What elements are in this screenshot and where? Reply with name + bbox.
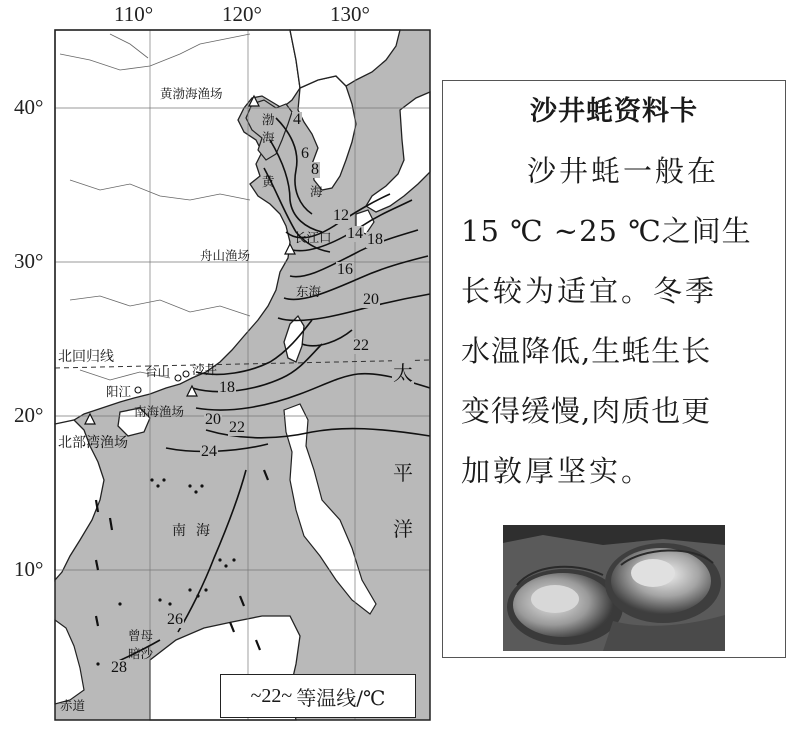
isotherm-label-26: 26	[167, 611, 183, 628]
lon-label-130: 130°	[330, 2, 370, 26]
card-line-3: 长较为适宜。冬季	[461, 274, 718, 308]
label-yangjiang: 阳江	[106, 384, 132, 399]
label-shajing: 沙井	[192, 362, 218, 377]
label-taishan: 台山	[145, 364, 171, 379]
lat-label-40: 40°	[14, 95, 44, 119]
lat-label-10: 10°	[14, 557, 44, 581]
isotherm-label-20-south: 20	[205, 411, 221, 428]
info-card	[442, 80, 786, 658]
isotherm-label-8: 8	[311, 161, 319, 178]
card-line-4: 水温降低,生蚝生长	[461, 334, 712, 368]
isotherm-legend-text: 等温线/℃	[296, 685, 386, 710]
map-legend	[220, 674, 416, 718]
label-pacific2: 平	[392, 456, 414, 487]
label-zhoushan-fishery: 舟山渔场	[200, 248, 251, 263]
isotherm-label-18: 18	[367, 231, 383, 248]
label-huanghai-char2: 海	[310, 184, 323, 199]
label-donghai: 东海	[296, 284, 322, 299]
lon-label-110: 110°	[114, 2, 154, 26]
isotherm-label-24: 24	[201, 443, 217, 460]
card-line-5: 变得缓慢,肉质也更	[461, 394, 712, 428]
card-title: 沙井蚝资料卡	[530, 96, 698, 127]
isotherm-legend-symbol: ~22~	[250, 684, 293, 707]
label-changjiang: 长江口	[294, 230, 332, 245]
isotherm-label-22: 22	[353, 337, 369, 354]
card-line-2: 15 ℃ ~25 ℃之间生	[461, 214, 752, 248]
isotherm-label-22-south: 22	[229, 419, 245, 436]
label-huanghai-char1: 黄	[262, 174, 275, 189]
lat-label-20: 20°	[14, 403, 44, 427]
label-bohai-char2: 海	[262, 130, 275, 145]
label-bohai-char1: 渤	[262, 112, 275, 127]
oyster-photo	[503, 525, 725, 651]
card-line-6: 加敦厚坚实。	[461, 454, 654, 488]
isotherm-label-6: 6	[301, 145, 309, 162]
label-tropic: 北回归线	[58, 346, 114, 366]
isotherm-label-12: 12	[333, 207, 349, 224]
lon-label-120: 120°	[222, 2, 262, 26]
label-zengmu2: 暗沙	[128, 646, 154, 661]
isotherm-label-20: 20	[363, 291, 379, 308]
isotherm-label-18-south: 18	[219, 379, 235, 396]
label-nanhai-fishery: 南海渔场	[134, 404, 185, 419]
label-zengmu1: 曾母	[128, 628, 154, 643]
label-pacific3: 洋	[392, 512, 414, 543]
isotherm-label-28: 28	[111, 659, 127, 676]
label-bohai-fishery: 黄渤海渔场	[160, 86, 223, 101]
isotherm-label-14: 14	[347, 225, 363, 242]
label-beibuwan-fishery: 北部湾渔场	[58, 435, 128, 451]
label-equator: 赤道	[60, 698, 86, 713]
label-nanhai-char2: 海	[196, 523, 210, 539]
isotherm-label-4: 4	[293, 111, 301, 128]
label-nanhai-char1: 南	[172, 523, 186, 539]
isotherm-label-16: 16	[337, 261, 353, 278]
label-pacific1: 太	[392, 356, 414, 387]
card-line-1: 沙井蚝一般在	[527, 154, 720, 188]
lat-label-30: 30°	[14, 249, 44, 273]
